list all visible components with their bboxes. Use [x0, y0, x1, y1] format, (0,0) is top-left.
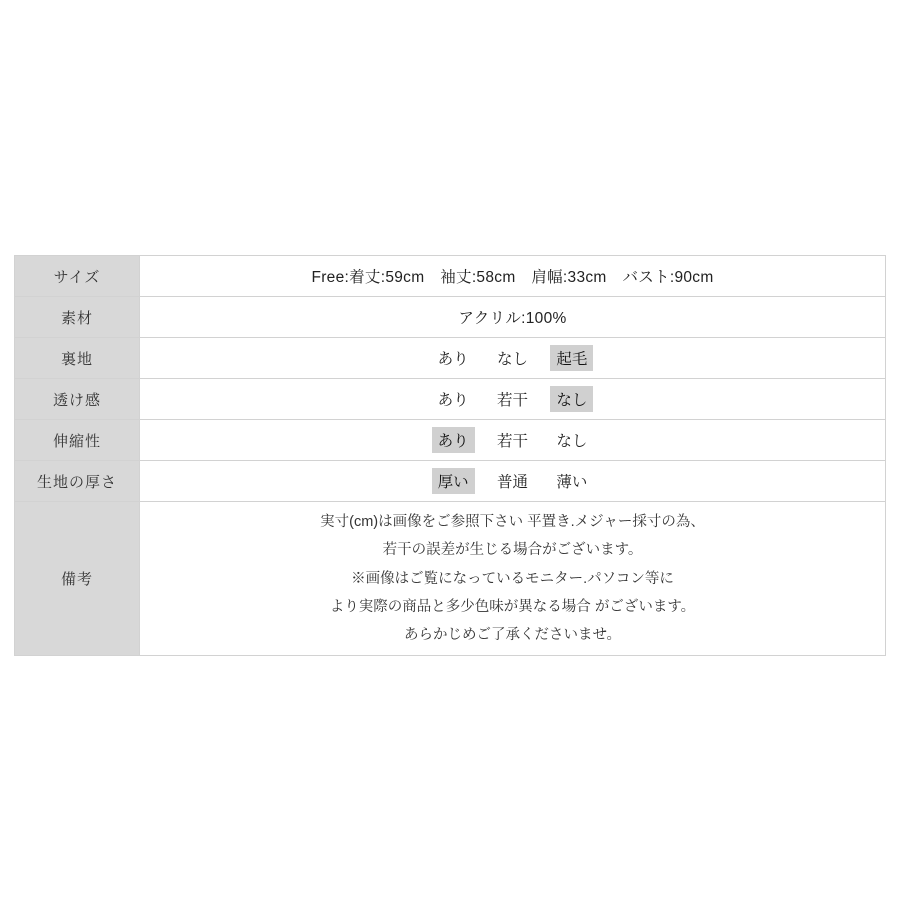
option-group-sheerness: [426, 386, 600, 412]
table-row: [15, 297, 886, 338]
row-value-material: [140, 297, 886, 338]
remarks-line-4: あらかじめご了承くださいませ。: [403, 627, 622, 644]
table-row: [15, 461, 886, 502]
row-value-size: [140, 256, 886, 297]
row-label-stretch: 伸縮性: [15, 420, 140, 461]
spec-table-body: [15, 256, 886, 656]
spec-table: [14, 255, 886, 656]
option-stretch-2: なし: [556, 433, 588, 450]
remarks-line-3: より実際の商品と多少色味が異なる場合 がございます。: [329, 598, 696, 615]
row-value-remarks: [140, 502, 886, 656]
remarks-line-1: 若干の誤差が生じる場合がございます。: [382, 542, 643, 559]
row-value-thickness: [140, 461, 886, 502]
row-label-size: サイズ: [15, 256, 140, 297]
table-row: [15, 502, 886, 656]
table-row: [15, 379, 886, 420]
option-group-stretch: [426, 427, 600, 453]
row-value-lining: [140, 338, 886, 379]
option-group-lining: [426, 345, 600, 371]
option-thickness-1: 普通: [496, 474, 528, 491]
row-label-thickness: 生地の厚さ: [15, 461, 140, 502]
option-lining-0: あり: [437, 351, 469, 368]
row-label-material: 素材: [15, 297, 140, 338]
row-value-sheerness: [140, 379, 886, 420]
option-lining-1: なし: [496, 351, 528, 368]
option-group-thickness: [426, 468, 600, 494]
option-sheerness-2: なし: [550, 386, 593, 412]
option-sheerness-0: あり: [437, 392, 469, 409]
row-label-remarks: 備考: [15, 502, 140, 656]
row-label-sheerness: 透け感: [15, 379, 140, 420]
remarks-line-0: 実寸(cm)は画像をご参照下さい 平置き.メジャー採寸の為、: [320, 514, 705, 530]
option-stretch-1: 若干: [496, 433, 528, 450]
row-label-lining: 裏地: [15, 338, 140, 379]
option-thickness-2: 薄い: [556, 474, 588, 491]
table-row: [15, 256, 886, 297]
option-lining-2: 起毛: [550, 345, 593, 371]
table-row: [15, 420, 886, 461]
option-sheerness-1: 若干: [496, 392, 528, 409]
option-thickness-0: 厚い: [432, 468, 475, 494]
row-value-stretch: [140, 420, 886, 461]
table-row: [15, 338, 886, 379]
material-text: アクリル:100%: [458, 310, 567, 327]
option-stretch-0: あり: [432, 427, 475, 453]
remarks-line-2: ※画像はご覧になっているモニター.パソコン等に: [351, 570, 674, 587]
size-measurements-text: Free:着丈:59cm 袖丈:58cm 肩幅:33cm バスト:90cm: [311, 269, 714, 286]
remarks-text: [140, 502, 885, 655]
